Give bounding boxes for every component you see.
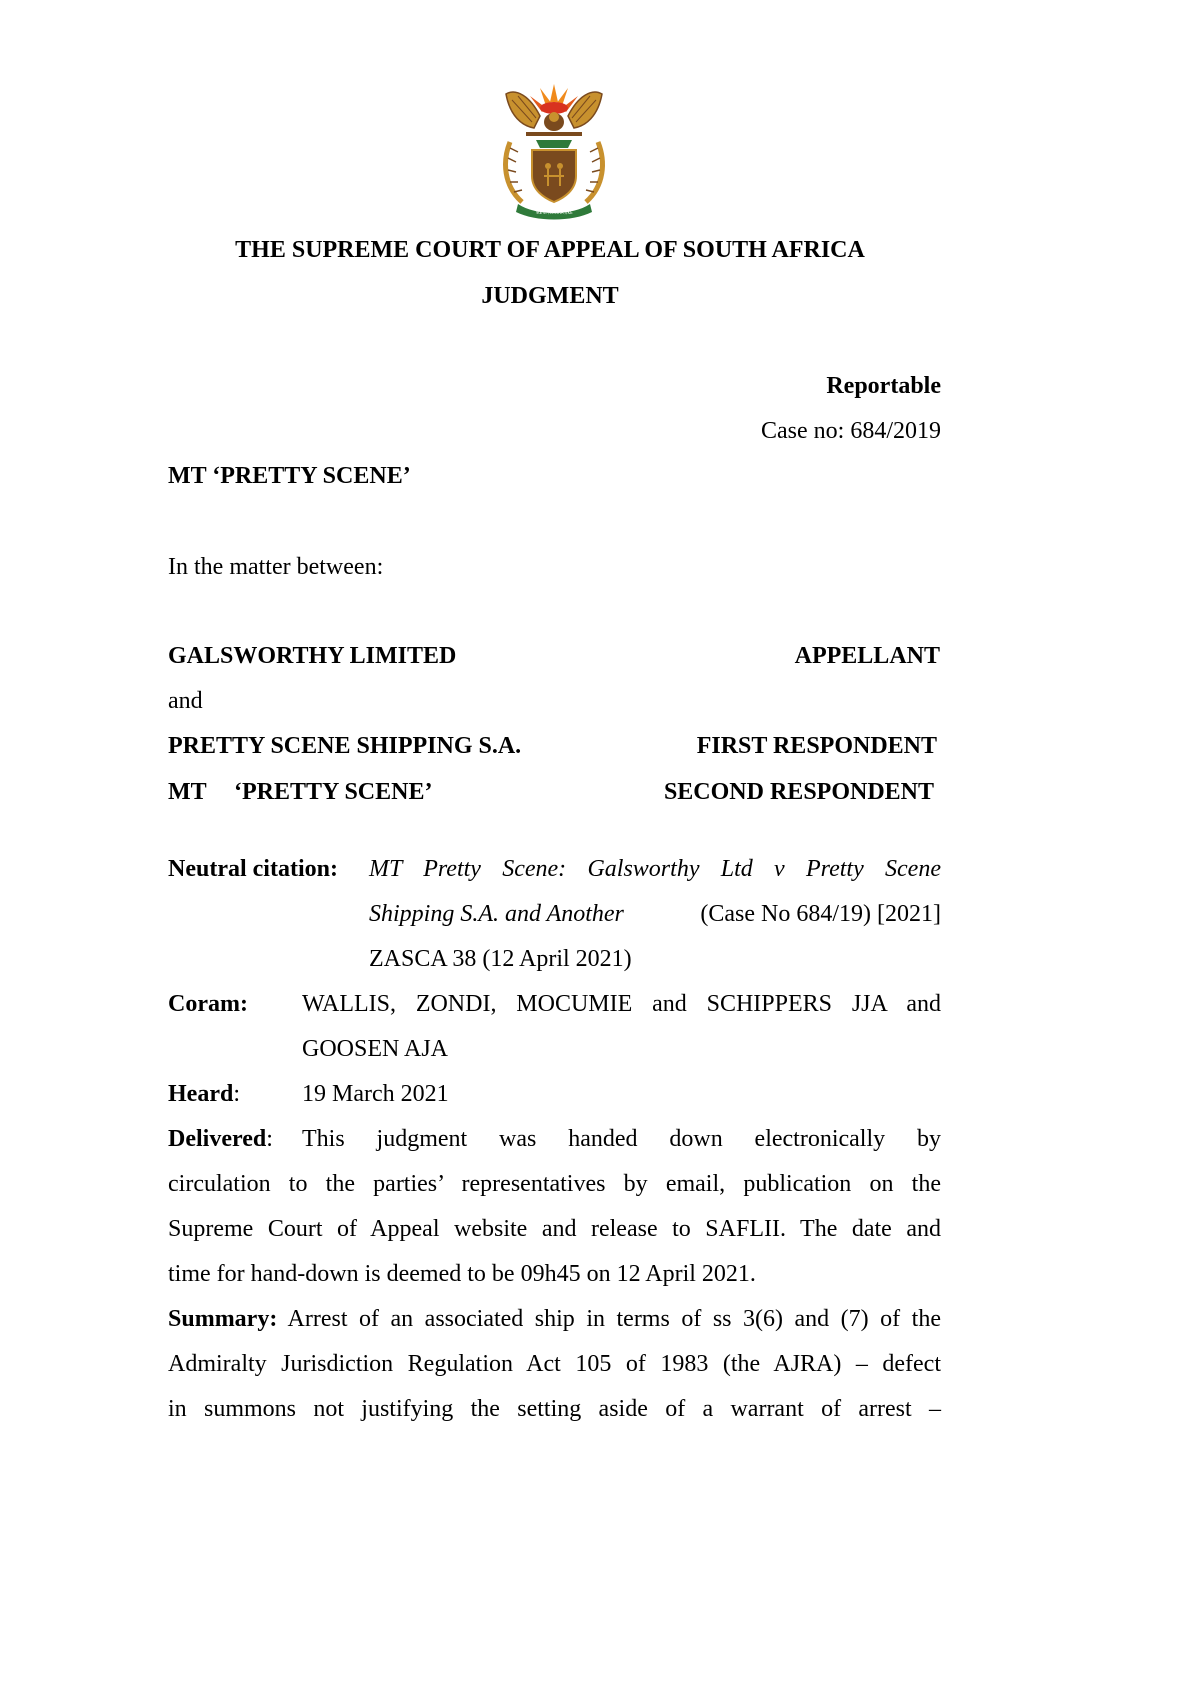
neutral-citation-line: MT Pretty Scene: Galsworthy Ltd v Pretty Scene (369, 856, 941, 882)
coram-label: Coram: (168, 991, 248, 1017)
party-name: ‘PRETTY SCENE’ (234, 779, 433, 805)
party-role: SECOND RESPONDENT (663, 779, 934, 805)
summary-line: Admiralty Jurisdiction Regulation Act 105 of 1983 (the AJRA) – defect (168, 1351, 941, 1377)
neutral-citation-reference: (Case No 684/19) [2021] (694, 901, 941, 927)
party-name: PRETTY SCENE SHIPPING S.A. (168, 733, 522, 759)
court-name: THE SUPREME COURT OF APPEAL OF SOUTH AFRICA (235, 237, 865, 263)
vessel-title: MT ‘PRETTY SCENE’ (168, 463, 411, 489)
party-name: GALSWORTHY LIMITED (168, 643, 457, 669)
svg-text:!KE E: /XARRA //KE: !KE E: /XARRA //KE (535, 210, 573, 215)
neutral-citation-line: ZASCA 38 (12 April 2021) (369, 946, 632, 972)
heard-label-group (168, 1081, 240, 1108)
document-type: JUDGMENT (481, 283, 619, 309)
party-role: APPELLANT (794, 643, 940, 669)
matter-intro: In the matter between: (168, 554, 384, 580)
summary-line: in summons not justifying the setting aside of a warrant of arrest – (168, 1396, 941, 1422)
shield-icon (532, 150, 576, 202)
case-number: Case no: 684/2019 (761, 418, 941, 444)
party-role: FIRST RESPONDENT (696, 733, 937, 759)
party-name-prefix: MT (168, 779, 207, 805)
delivered-line: circulation to the parties’ representatives by email, publication on the (168, 1171, 941, 1197)
delivered-line: This judgment was handed down electronically by (302, 1126, 941, 1152)
delivered-line: time for hand-down is deemed to be 09h45 on 12 April 2021. (168, 1261, 756, 1287)
heard-colon: : (233, 1081, 240, 1107)
party-conjunction: and (168, 688, 203, 714)
summary-first-line (168, 1306, 941, 1333)
delivered-line: Supreme Court of Appeal website and release to SAFLII. The date and (168, 1216, 941, 1242)
delivered-label-group (168, 1126, 273, 1153)
summary-line: Arrest of an associated ship in terms of ss 3(6) and (7) of the (277, 1306, 941, 1332)
neutral-citation-case-name: Shipping S.A. and Another (369, 901, 624, 927)
neutral-citation-line (369, 901, 941, 928)
summary-label: Summary: (168, 1306, 278, 1332)
delivered-colon: : (266, 1126, 273, 1152)
reportable-label: Reportable (826, 373, 941, 399)
delivered-label: Delivered (168, 1126, 267, 1152)
heard-label: Heard (168, 1081, 234, 1107)
neutral-citation-label: Neutral citation: (168, 856, 338, 882)
coram-line: GOOSEN AJA (302, 1036, 449, 1062)
coram-line: WALLIS, ZONDI, MOCUMIE and SCHIPPERS JJA and (302, 991, 941, 1017)
heard-date: 19 March 2021 (302, 1081, 449, 1107)
coat-of-arms-logo (496, 82, 612, 220)
